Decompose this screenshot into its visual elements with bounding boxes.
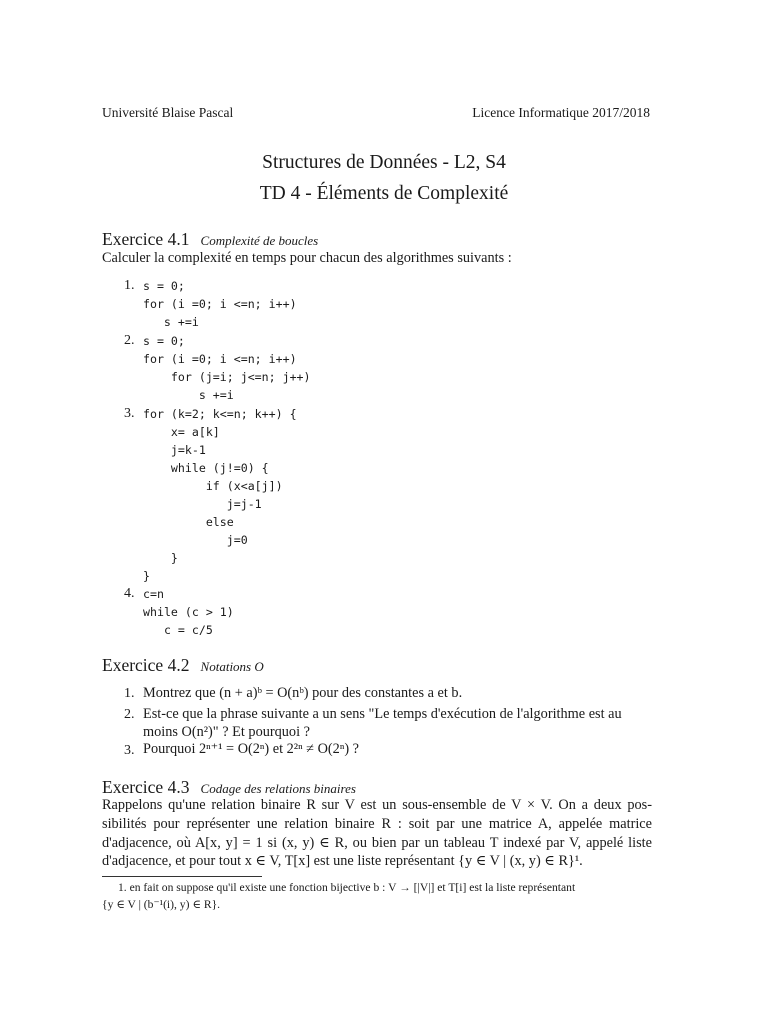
code-line: j=0 [143,533,248,547]
code-line: s +=i [143,388,234,402]
header-university: Université Blaise Pascal [102,105,234,120]
code-line: else [143,515,234,529]
paragraph-line: d'adjacence, où A[x, y] = 1 si (x, y) ∈ R, ou bien par un tableau T indexé par V, appelé liste [102,835,652,851]
item-number: 1. [124,278,135,293]
item-number: 3. [124,406,135,421]
exercise-subtitle: Notations O [200,659,264,674]
paragraph-line: sibilités pour représenter une relation binaire R : soit par une matrice A, appelée matrice [102,816,652,832]
exercise-subtitle: Codage des relations binaires [200,781,356,796]
exercise-label: Exercice 4.2 [102,655,190,675]
item-number: 4. [124,586,135,601]
code-line: for (j=i; j<=n; j++) [143,370,311,384]
header-program: Licence Informatique 2017/2018 [472,105,650,120]
code-line: for (i =0; i <=n; i++) [143,297,297,311]
code-line: j=j-1 [143,497,262,511]
code-line: c = c/5 [143,623,213,637]
code-line: for (k=2; k<=n; k++) { [143,407,297,421]
item-number: 2. [124,333,135,348]
exercise-label: Exercice 4.3 [102,777,190,797]
exercise-2-heading [102,655,264,676]
code-line: for (i =0; i <=n; i++) [143,352,297,366]
code-line: s = 0; [143,334,185,348]
code-line: if (x<a[j]) [143,479,283,493]
code-line: s +=i [136,315,199,329]
item-number: 2. [124,707,135,722]
course-title: Structures de Données - L2, S4 [262,152,506,173]
question-2-line-2: moins O(n²)" ? Et pourquoi ? [143,724,310,740]
question-2-line-1: Est-ce que la phrase suivante a un sens "Le temps d'exécution de l'algorithme est au [143,706,622,722]
exercise-1-intro: Calculer la complexité en temps pour chacun des algorithmes suivants : [102,250,512,266]
code-line: while (j!=0) { [143,461,269,475]
code-line: s = 0; [143,279,185,293]
footnote-rule [102,876,262,877]
question-1: Montrez que (n + a)ᵇ = O(nᵇ) pour des constantes a et b. [143,685,463,701]
code-line: } [143,569,150,583]
code-line: x= a[k] [143,425,220,439]
paragraph-line: d'adjacence, et pour tout x ∈ V, T[x] est une liste représentant {y ∈ V | (x, y) ∈ R}¹. [102,853,583,869]
exercise-1-heading [102,229,318,250]
code-line: c=n [143,587,164,601]
item-number: 3. [124,743,135,758]
footnote-line-1: 1. en fait on suppose qu'il existe une fonction bijective b : V → [|V|] et T[i] est la liste représentant [118,881,576,894]
td-title: TD 4 - Éléments de Complexité [259,183,509,204]
item-number: 1. [124,686,135,701]
code-line: while (c > 1) [143,605,234,619]
question-3: Pourquoi 2ⁿ⁺¹ = O(2ⁿ) et 2²ⁿ ≠ O(2ⁿ) ? [143,741,360,757]
code-line: } [143,551,178,565]
code-line: j=k-1 [143,443,206,457]
footnote-line-2: {y ∈ V | (b⁻¹(i), y) ∈ R}. [102,898,221,911]
exercise-3-heading [102,777,356,798]
exercise-subtitle: Complexité de boucles [200,233,319,248]
paragraph-line: Rappelons qu'une relation binaire R sur V est un sous-ensemble de V × V. On a deux pos- [102,797,652,813]
exercise-label: Exercice 4.1 [102,229,190,249]
